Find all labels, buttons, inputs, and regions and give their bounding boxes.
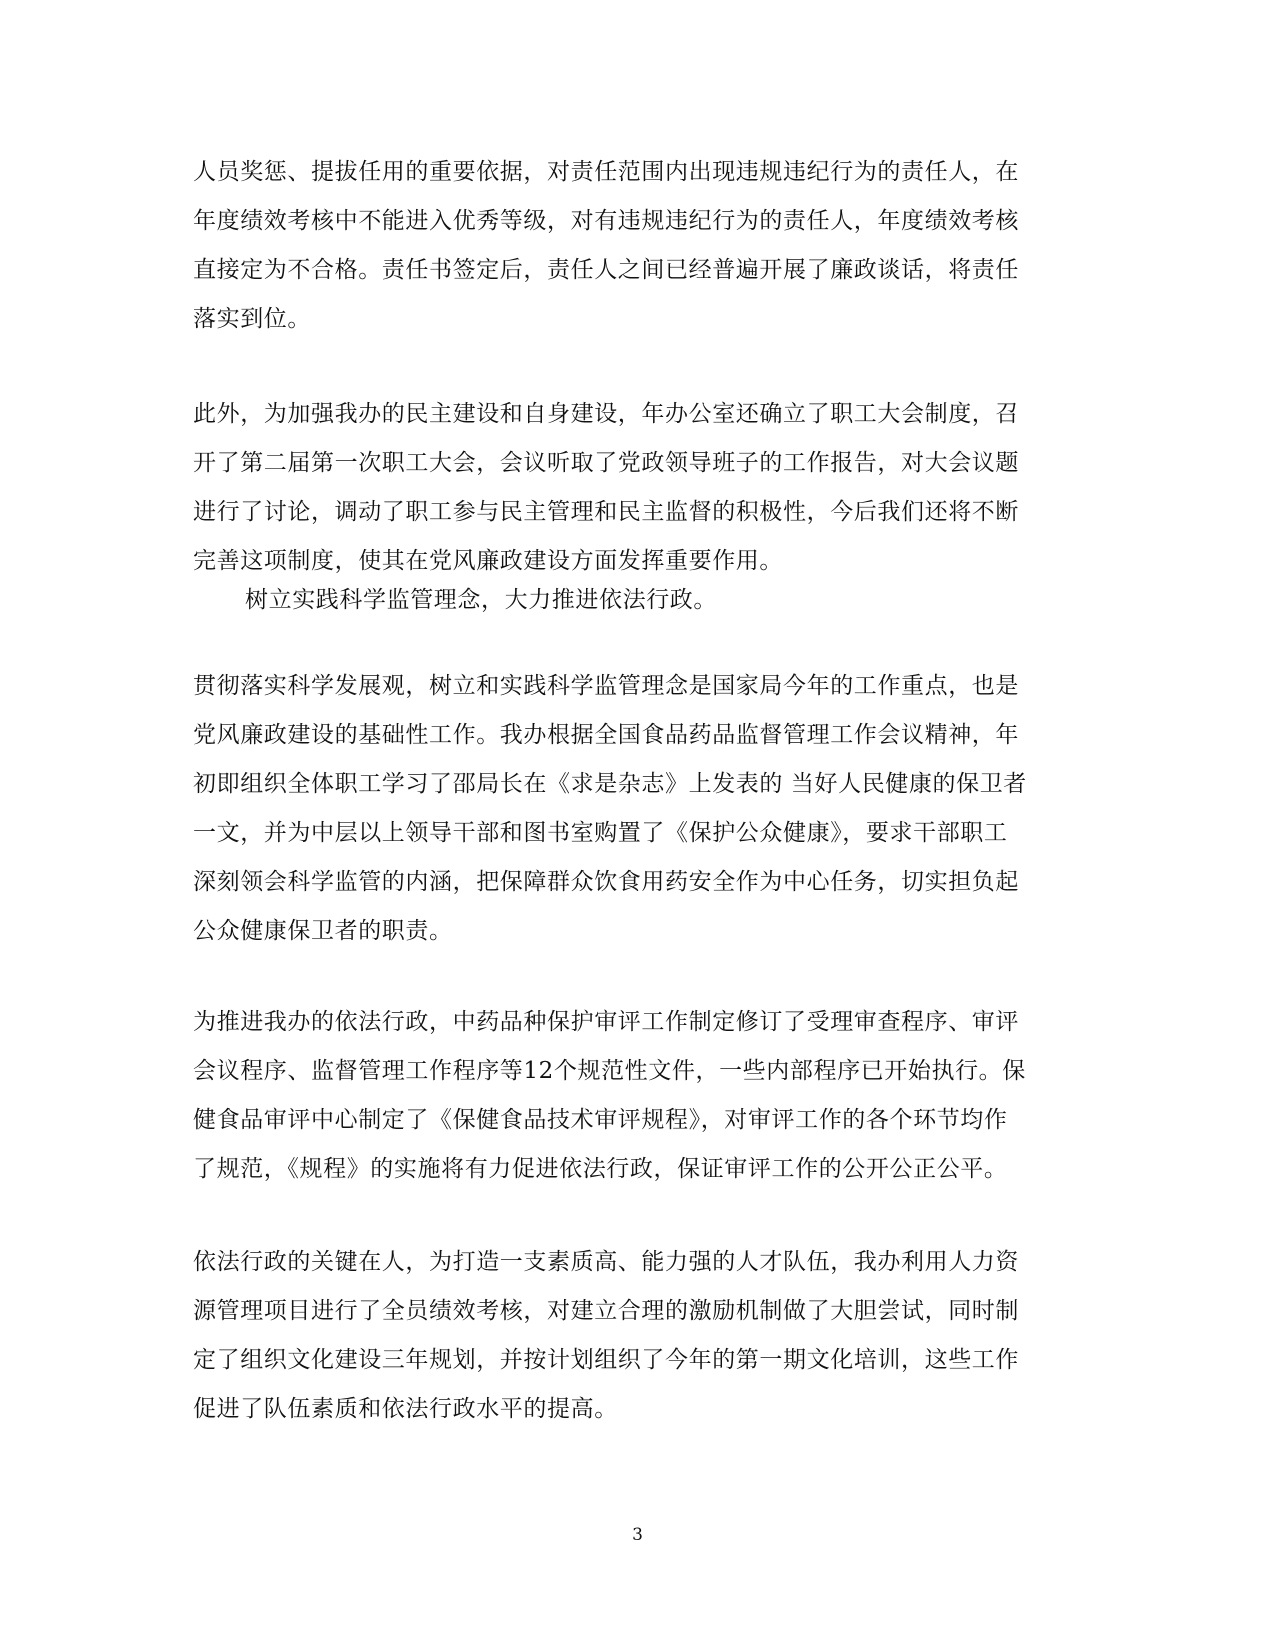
text-line: 党风廉政建设的基础性工作。我办根据全国食品药品监督管理工作会议精神，年 [193,722,1019,748]
text-line: 初即组织全体职工学习了邵局长在《求是杂志》上发表的 当好人民健康的保卫者 [193,771,1027,797]
text-line: 树立实践科学监管理念，大力推进依法行政。 [245,587,717,613]
text-line: 依法行政的关键在人，为打造一支素质高、能力强的人才队伍，我办利用人力资 [193,1249,1019,1275]
paragraph-scientific-supervision [193,662,1073,956]
section-heading [245,576,1125,625]
text-line: 落实到位。 [193,306,311,332]
text-line: 公众健康保卫者的职责。 [193,918,453,944]
text-line: 贯彻落实科学发展观，树立和实践科学监管理念是国家局今年的工作重点，也是 [193,673,1019,699]
text-line: 深刻领会科学监管的内涵，把保障群众饮食用药安全作为中心任务，切实担负起 [193,869,1019,895]
paragraph-democratic-building [193,390,1073,586]
text-line: 年度绩效考核中不能进入优秀等级，对有违规违纪行为的责任人，年度绩效考核 [193,208,1019,234]
text-line: 促进了队伍素质和依法行政水平的提高。 [193,1396,618,1422]
text-line: 完善这项制度，使其在党风廉政建设方面发挥重要作用。 [193,548,783,574]
text-line: 会议程序、监督管理工作程序等12个规范性文件，一些内部程序已开始执行。保 [193,1058,1026,1084]
text-line: 了规范，《规程》的实施将有力促进依法行政，保证审评工作的公开公正公平。 [193,1156,1008,1182]
text-line: 进行了讨论，调动了职工参与民主管理和民主监督的积极性，今后我们还将不断 [193,499,1019,525]
text-line: 一文，并为中层以上领导干部和图书室购置了《保护公众健康》，要求干部职工 [193,820,1008,846]
text-line: 为推进我办的依法行政，中药品种保护审评工作制定修订了受理审查程序、审评 [193,1009,1019,1035]
text-line: 直接定为不合格。责任书签定后，责任人之间已经普遍开展了廉政谈话，将责任 [193,257,1019,283]
text-line: 健食品审评中心制定了《保健食品技术审评规程》，对审评工作的各个环节均作 [193,1107,1008,1133]
text-line: 开了第二届第一次职工大会，会议听取了党政领导班子的工作报告，对大会议题 [193,450,1019,476]
paragraph-responsibility-assessment [193,148,1073,344]
text-line: 此外，为加强我办的民主建设和自身建设，年办公室还确立了职工大会制度，召 [193,401,1019,427]
paragraph-talent-team [193,1238,1073,1434]
paragraph-administration-by-law [193,998,1073,1194]
text-line: 源管理项目进行了全员绩效考核，对建立合理的激励机制做了大胆尝试，同时制 [193,1298,1019,1324]
text-line: 定了组织文化建设三年规划，并按计划组织了今年的第一期文化培训，这些工作 [193,1347,1019,1373]
page-number: 3 [632,1525,643,1545]
text-line: 人员奖惩、提拔任用的重要依据，对责任范围内出现违规违纪行为的责任人，在 [193,159,1019,185]
